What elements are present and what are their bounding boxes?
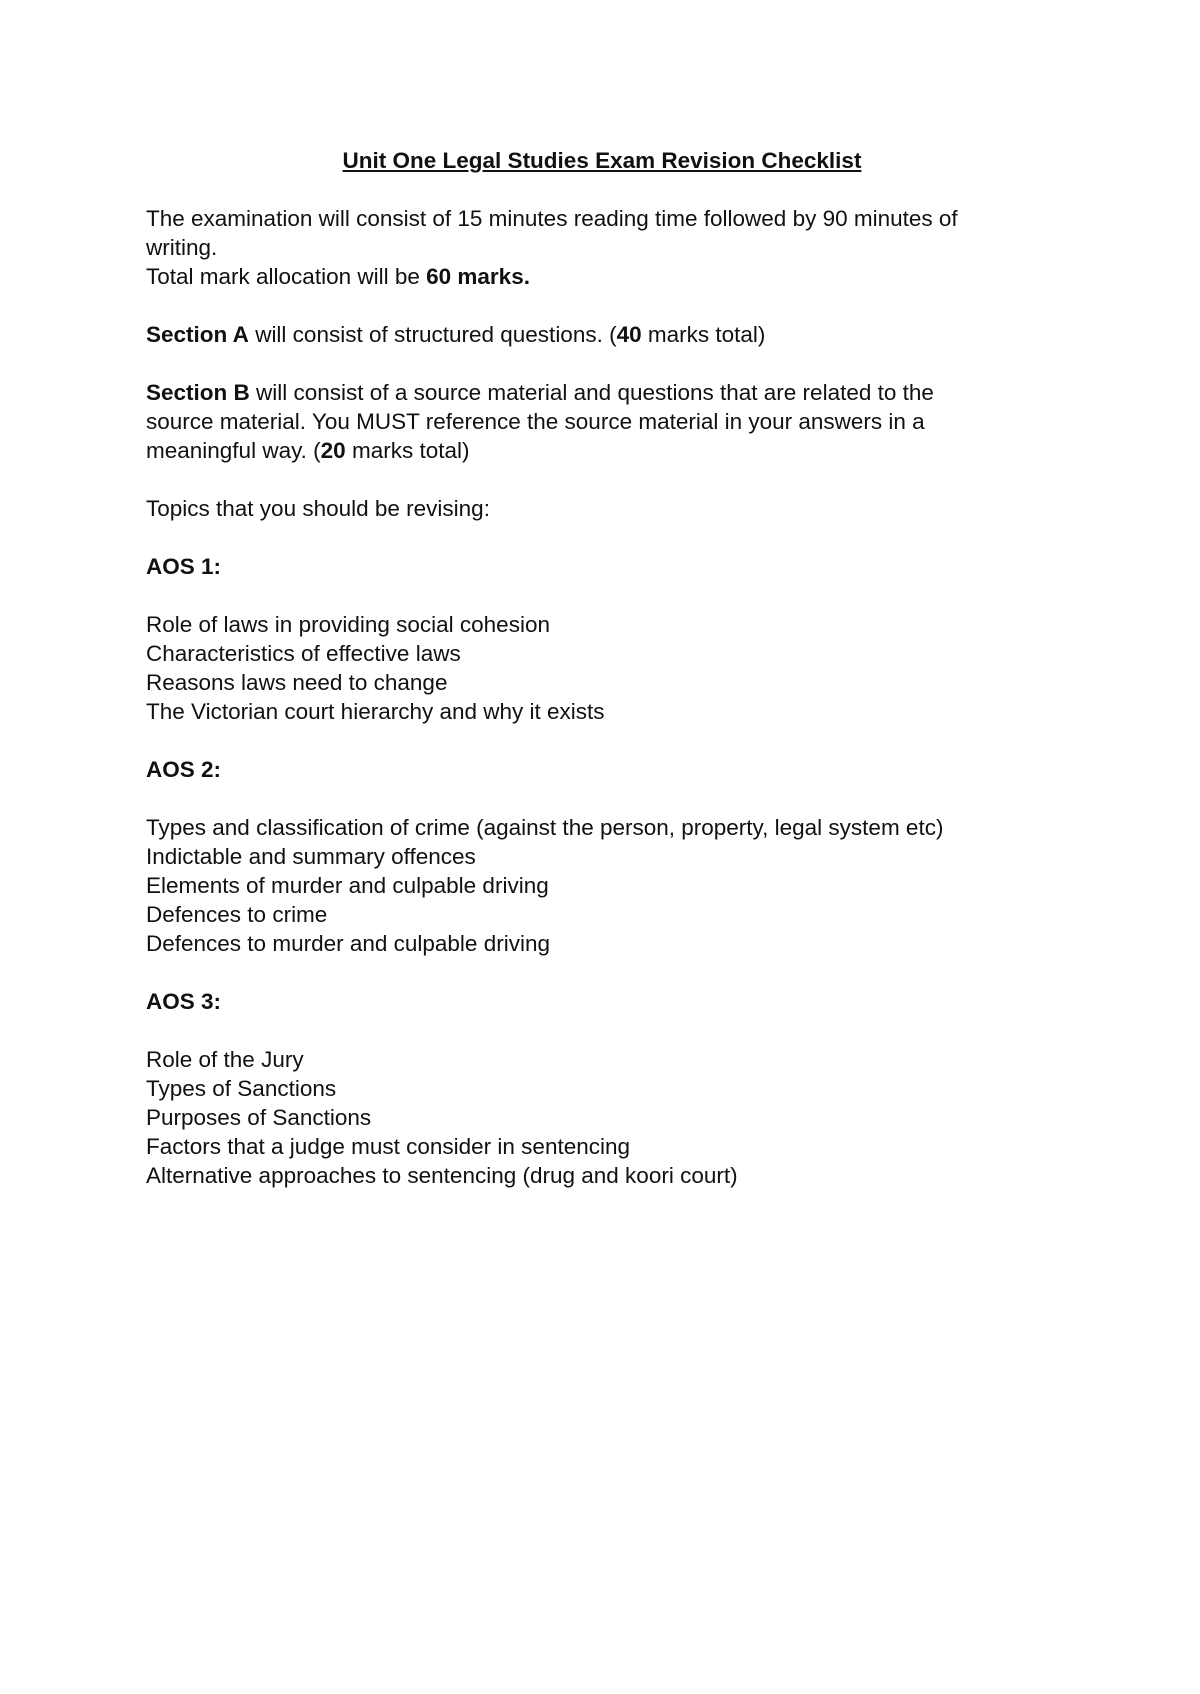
section-b-line-1	[146, 378, 1066, 407]
section-a-marks: 40	[616, 322, 642, 347]
section-a-text: will consist of structured questions. (	[248, 322, 617, 347]
document-title: Unit One Legal Studies Exam Revision Checklist	[342, 148, 862, 173]
section-b-line-2: source material. You MUST reference the source material in your answers in a	[146, 409, 925, 434]
aos-3-block	[146, 987, 1066, 1190]
total-marks-value: 60 marks.	[426, 264, 530, 289]
aos-3-heading: AOS 3:	[146, 989, 222, 1014]
aos-1-heading: AOS 1:	[146, 554, 222, 579]
section-b-line-1-text: will consist of a source material and questions that are related to the	[249, 380, 934, 405]
section-a-label: Section A	[146, 322, 249, 347]
topic-item: Role of the Jury	[146, 1047, 304, 1072]
section-b-line-3	[146, 436, 1066, 465]
section-a-paragraph	[146, 320, 1066, 349]
topic-item: Factors that a judge must consider in sentencing	[146, 1134, 631, 1159]
aos-1-block	[146, 552, 1066, 726]
exam-intro	[146, 204, 1066, 291]
section-b-line-3-text: meaningful way. (	[146, 438, 321, 463]
section-a-text-after: marks total)	[641, 322, 766, 347]
topics-intro: Topics that you should be revising:	[146, 496, 490, 521]
topic-item: The Victorian court hierarchy and why it exists	[146, 699, 605, 724]
topic-item: Characteristics of effective laws	[146, 641, 461, 666]
aos-2-heading: AOS 2:	[146, 757, 222, 782]
topic-item: Types of Sanctions	[146, 1076, 337, 1101]
aos-3-topic-list	[146, 1045, 1066, 1190]
total-marks-line	[146, 262, 1066, 291]
section-b-paragraph	[146, 378, 1066, 465]
document-body	[146, 146, 1066, 1190]
aos-2-topic-list	[146, 813, 1066, 958]
intro-line-2: writing.	[146, 235, 218, 260]
aos-1-topic-list	[146, 610, 1066, 726]
section-b-line-3-after: marks total)	[345, 438, 470, 463]
topic-item: Reasons laws need to change	[146, 670, 448, 695]
topic-item: Alternative approaches to sentencing (drug and koori court)	[146, 1163, 738, 1188]
topic-item: Types and classification of crime (against the person, property, legal system etc)	[146, 815, 944, 840]
aos-2-block	[146, 755, 1066, 958]
section-b-marks: 20	[320, 438, 346, 463]
intro-line-1: The examination will consist of 15 minutes reading time followed by 90 minutes of	[146, 206, 958, 231]
section-b-label: Section B	[146, 380, 250, 405]
topic-item: Purposes of Sanctions	[146, 1105, 372, 1130]
topic-item: Elements of murder and culpable driving	[146, 873, 549, 898]
topic-item: Indictable and summary offences	[146, 844, 476, 869]
topic-item: Defences to murder and culpable driving	[146, 931, 550, 956]
topic-item: Role of laws in providing social cohesion	[146, 612, 550, 637]
topic-item: Defences to crime	[146, 902, 328, 927]
total-marks-prefix: Total mark allocation will be	[146, 264, 427, 289]
